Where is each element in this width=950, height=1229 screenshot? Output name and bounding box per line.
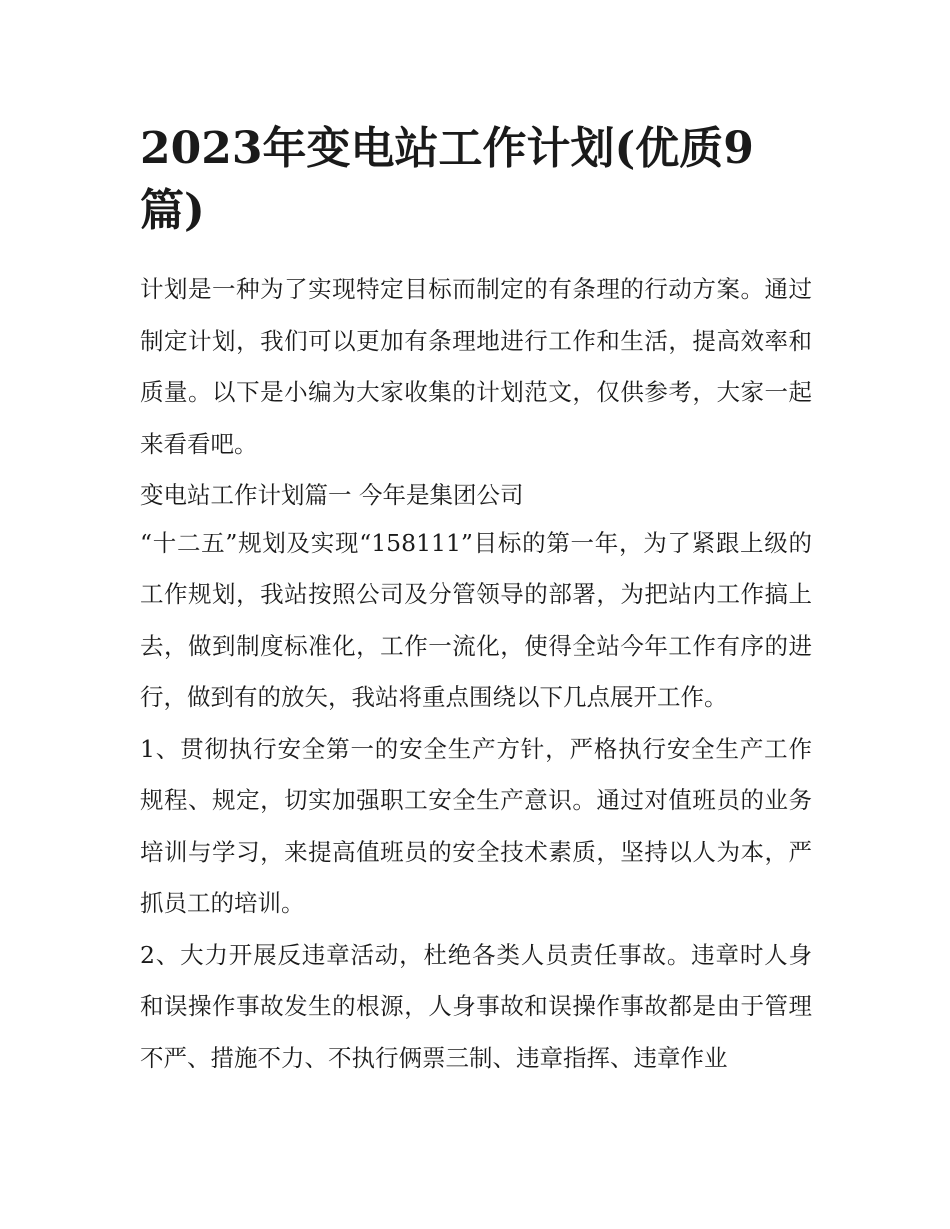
document-title: 2023年变电站工作计划(优质9篇) — [140, 123, 754, 236]
document-page — [140, 118, 812, 1084]
body-paragraph-item-2: 2、大力开展反违章活动，杜绝各类人员责任事故。违章时人身和误操作事故发生的根源，人身事故和误操作事故都是由于管理不严、措施不力、不执行俩票三制、违章指挥、违章作业 — [140, 940, 812, 1072]
body-paragraph-plan: “十二五”规划及实现“158111”目标的第一年，为了紧跟上级的工作规划，我站按照公司及分管领导的部署，为把站内工作搞上去，做到制度标准化，工作一流化，使得全站今年工作有序的进行，做到有的放矢，我站将重点围绕以下几点展开工作。 — [140, 528, 812, 711]
section-heading: 变电站工作计划篇一 今年是集团公司 — [140, 481, 524, 509]
intro-paragraph: 计划是一种为了实现特定目标而制定的有条理的行动方案。通过制定计划，我们可以更加有条理地进行工作和生活，提高效率和质量。以下是小编为大家收集的计划范文，仅供参考，大家一起来看看吧。 — [140, 275, 812, 458]
body-paragraph-item-1: 1、贯彻执行安全第一的安全生产方针，严格执行安全生产工作规程、规定，切实加强职工安全生产意识。通过对值班员的业务培训与学习，来提高值班员的安全技术素质，坚持以人为本，严抓员工的培训。 — [140, 734, 812, 917]
